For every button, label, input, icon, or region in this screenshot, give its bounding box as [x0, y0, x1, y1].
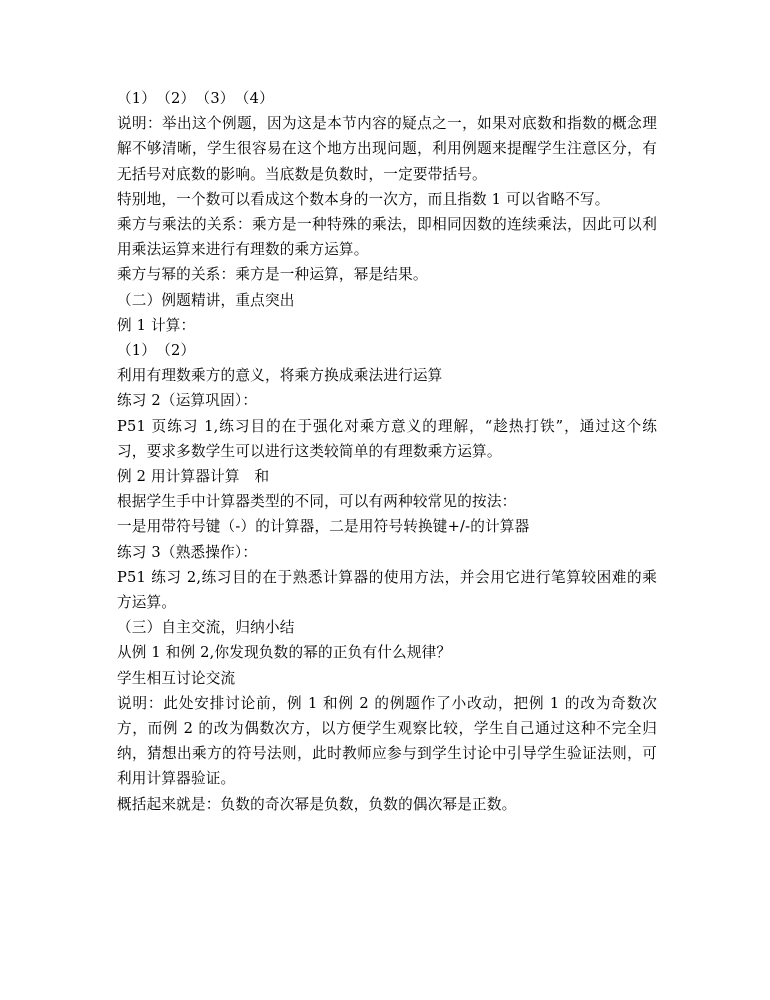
power-result-relation: 乘方与幂的关系：乘方是一种运算，幂是结果。	[117, 266, 428, 284]
summary-question: 从例 1 和例 2,你发现负数的幂的正负有什么规律？	[117, 644, 452, 662]
practice-2-title: 练习 2（运算巩固）：	[117, 392, 258, 410]
calculator-methods: 一是用带符号键（-）的计算器，二是用符号转换键+/-的计算器	[117, 518, 530, 536]
special-case-paragraph: 特别地，一个数可以看成这个数本身的一次方，而且指数 1 可以省略不写。	[117, 190, 610, 208]
practice-3-title: 练习 3（熟悉操作）：	[117, 543, 258, 561]
practice-3-description: P51 练习 2,练习目的在于熟悉计算器的使用方法，并会用它进行笔算较困难的乘方运算。	[117, 568, 657, 612]
discussion-note: 学生相互讨论交流	[117, 669, 236, 687]
example-2-title: 例 2 用计算器计算 和	[117, 468, 270, 486]
calculator-methods-intro: 根据学生手中计算器类型的不同，可以有两种较常见的按法：	[117, 493, 517, 511]
example-1-method: 利用有理数乘方的意义，将乘方换成乘法进行运算	[117, 367, 443, 385]
document-body	[117, 86, 657, 817]
explanation-paragraph: 说明：举出这个例题，因为这是本节内容的疑点之一，如果对底数和指数的概念理解不够清晰，学生很容易在这个地方出现问题，利用例题来提醒学生注意区分，有无括号对底数的影响。当底数是负数时，一定要带括号。	[117, 115, 657, 183]
practice-2-description: P51 页练习 1,练习目的在于强化对乘方意义的理解，“趁热打铁”，通过这个练习，要求多数学生可以进行这类较简单的有理数乘方运算。	[117, 417, 657, 460]
exercise-numbers: （1） （2） （3） （4）	[117, 90, 274, 107]
discussion-explanation: 说明：此处安排讨论前，例 1 和例 2 的例题作了小改动，把例 1 的改为奇数次方，而例 2 的改为偶数次方，以方便学生观察比较，学生自己通过这种不完全归纳，猜想出乘方的符号法则，此时教师应参与到学生讨论中引导学生验证法则，可利用计算器验证。	[117, 694, 657, 788]
example-1-title: 例 1 计算：	[117, 316, 196, 334]
sign-rule-conclusion: 概括起来就是：负数的奇次幂是负数，负数的偶次幂是正数。	[117, 795, 517, 813]
section-heading-examples: （二）例题精讲，重点突出	[117, 291, 295, 309]
example-1-items: （1） （2）	[117, 342, 196, 360]
power-multiplication-relation: 乘方与乘法的关系：乘方是一种特殊的乘法，即相同因数的连续乘法，因此可以利用乘法运算来进行有理数的乘方运算。	[117, 216, 657, 259]
section-heading-summary: （三）自主交流，归纳小结	[117, 619, 295, 637]
